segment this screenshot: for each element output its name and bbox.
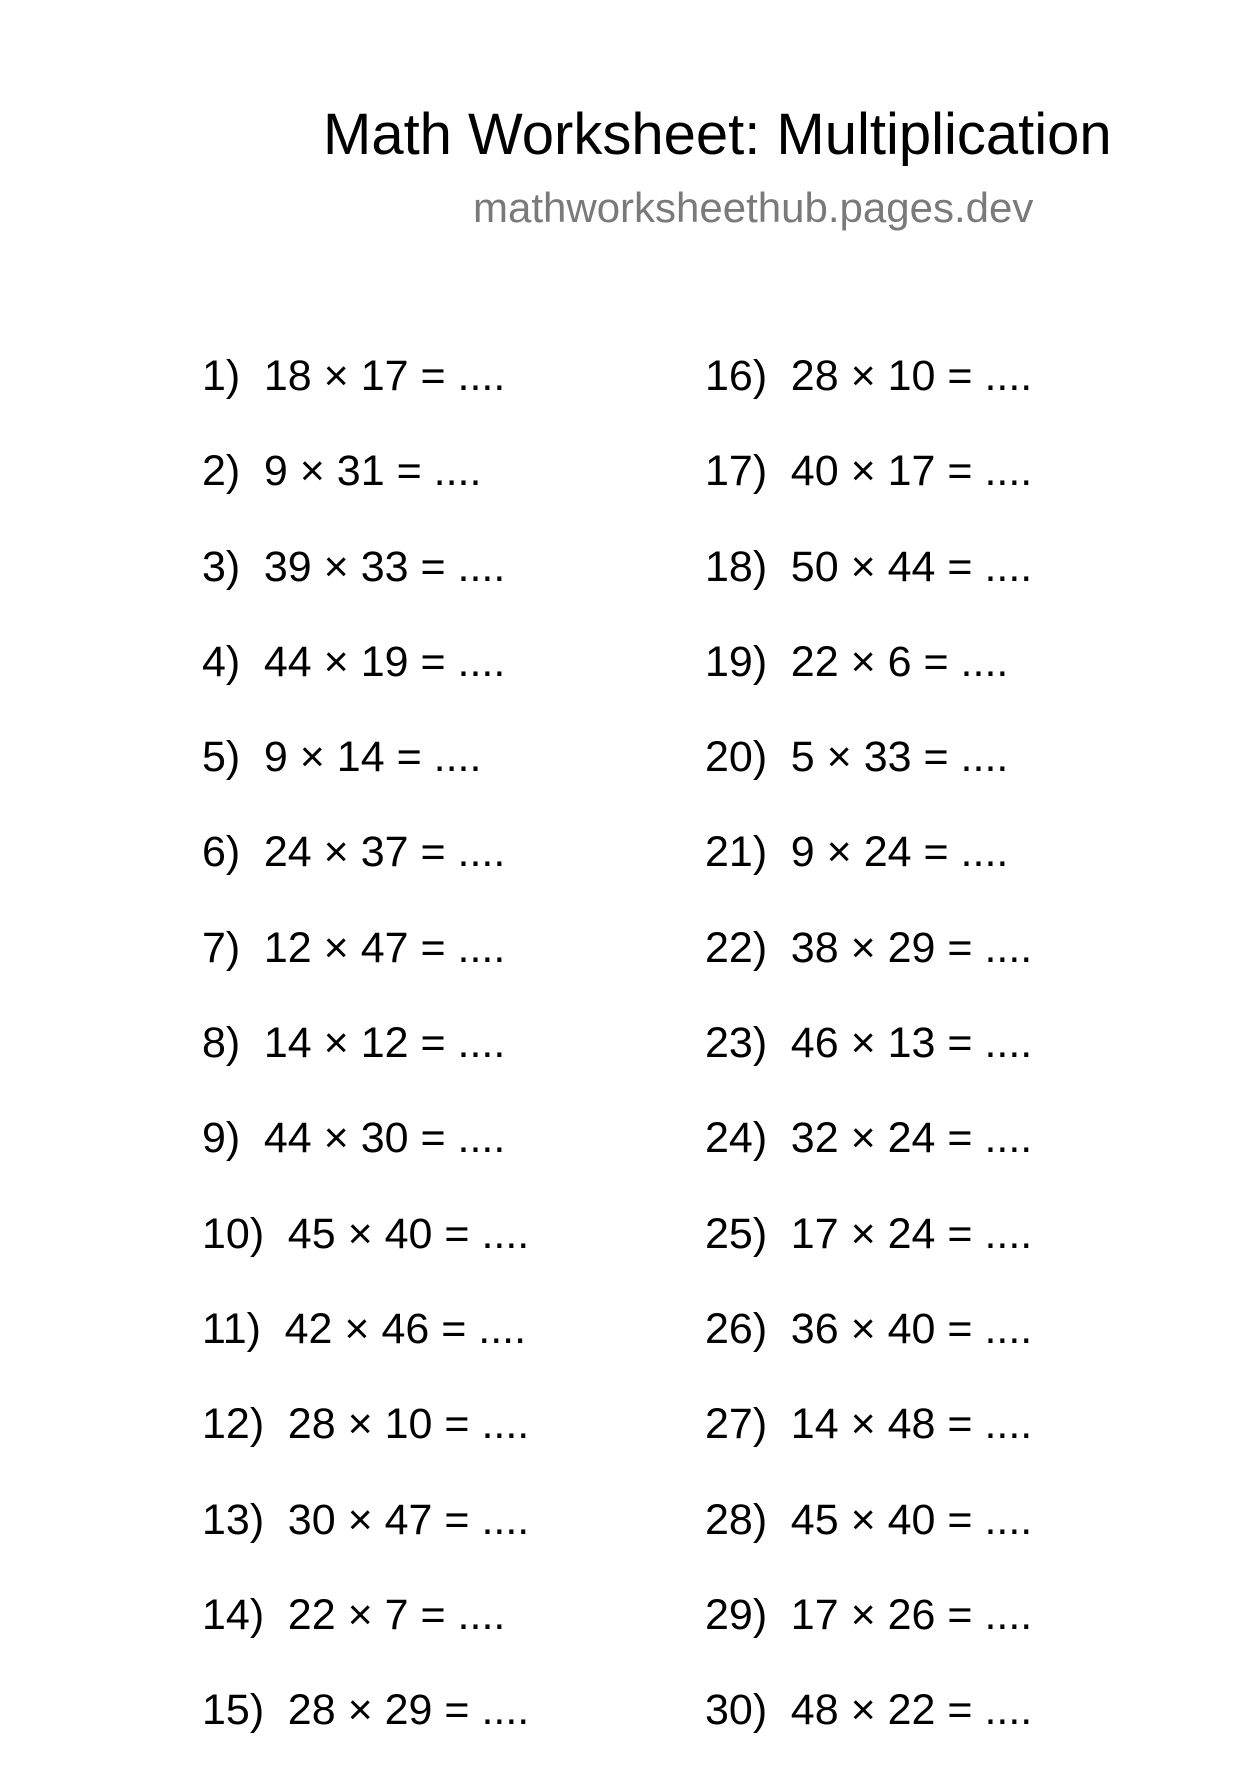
- problem-expression: 45 × 40 = ....: [790, 1495, 1033, 1544]
- problem-item: [202, 1303, 529, 1398]
- problem-number: 10): [202, 1209, 265, 1258]
- problem-number: 23): [705, 1019, 768, 1068]
- problem-expression: 14 × 48 = ....: [790, 1400, 1033, 1449]
- problem-item: [705, 1398, 1032, 1493]
- problem-number: 30): [705, 1686, 768, 1735]
- worksheet-source: mathworksheethub.pages.dev: [473, 184, 1034, 231]
- problem-expression: 42 × 46 = ....: [284, 1304, 527, 1353]
- problem-item: [705, 350, 1032, 445]
- problem-item: [705, 1208, 1032, 1303]
- problem-item: [705, 1494, 1032, 1589]
- problem-item: [202, 350, 529, 445]
- problem-number: 1): [202, 352, 241, 400]
- problem-item: [705, 541, 1032, 636]
- problem-expression: 36 × 40 = ....: [790, 1304, 1033, 1353]
- problem-expression: 24 × 37 = ....: [263, 828, 506, 877]
- worksheet-title: Math Worksheet: Multiplication: [323, 102, 1112, 167]
- problem-number: 3): [202, 542, 241, 591]
- problem-item: [202, 1494, 529, 1589]
- problem-item: [705, 1303, 1032, 1398]
- problem-item: [705, 826, 1032, 921]
- problem-item: [202, 1208, 529, 1303]
- problem-expression: 45 × 40 = ....: [287, 1209, 530, 1258]
- problem-expression: 5 × 33 = ....: [790, 733, 1009, 782]
- problem-number: 6): [202, 828, 241, 877]
- problem-number: 11): [202, 1304, 261, 1353]
- problem-item: [705, 1684, 1032, 1779]
- problem-expression: 18 × 17 = ....: [263, 352, 506, 400]
- worksheet-header: [0, 0, 1240, 260]
- problem-item: [705, 731, 1032, 826]
- problem-number: 16): [705, 352, 768, 400]
- problem-expression: 32 × 24 = ....: [790, 1114, 1033, 1163]
- problem-item: [202, 636, 529, 731]
- problem-number: 8): [202, 1019, 241, 1068]
- problem-number: 2): [202, 447, 241, 496]
- problem-expression: 39 × 33 = ....: [263, 542, 506, 591]
- problem-expression: 30 × 47 = ....: [287, 1495, 530, 1544]
- problem-item: [202, 445, 529, 540]
- problem-number: 24): [705, 1114, 768, 1163]
- problem-item: [202, 1398, 529, 1493]
- problem-item: [705, 1589, 1032, 1684]
- problem-expression: 50 × 44 = ....: [790, 542, 1033, 591]
- problem-number: 18): [705, 542, 768, 591]
- problem-number: 17): [705, 447, 768, 496]
- problem-number: 14): [202, 1590, 265, 1639]
- problem-expression: 28 × 10 = ....: [287, 1400, 530, 1449]
- problem-expression: 44 × 30 = ....: [263, 1114, 506, 1163]
- problem-expression: 48 × 22 = ....: [790, 1686, 1033, 1735]
- problem-expression: 9 × 31 = ....: [263, 447, 482, 496]
- problem-number: 26): [705, 1304, 768, 1353]
- problem-number: 13): [202, 1495, 265, 1544]
- problem-number: 5): [202, 733, 241, 782]
- problem-item: [202, 1684, 529, 1779]
- problem-expression: 38 × 29 = ....: [790, 923, 1033, 972]
- problem-expression: 28 × 29 = ....: [287, 1686, 530, 1735]
- problem-expression: 9 × 24 = ....: [790, 828, 1009, 877]
- problem-item: [202, 1589, 529, 1684]
- problem-item: [705, 1112, 1032, 1207]
- problem-number: 7): [202, 923, 241, 972]
- problem-number: 27): [705, 1400, 768, 1449]
- problem-expression: 12 × 47 = ....: [263, 923, 506, 972]
- problem-number: 20): [705, 733, 768, 782]
- problem-number: 15): [202, 1686, 265, 1735]
- problem-item: [202, 826, 529, 921]
- problem-item: [705, 1017, 1032, 1112]
- problem-expression: 28 × 10 = ....: [790, 352, 1033, 400]
- problem-number: 4): [202, 637, 241, 686]
- problem-item: [202, 1017, 529, 1112]
- problem-item: [202, 541, 529, 636]
- problem-expression: 22 × 7 = ....: [287, 1590, 506, 1639]
- problem-number: 22): [705, 923, 768, 972]
- problem-expression: 22 × 6 = ....: [790, 637, 1009, 686]
- problem-item: [202, 731, 529, 826]
- problem-column-right: [705, 350, 1032, 1779]
- problem-expression: 44 × 19 = ....: [263, 637, 506, 686]
- problem-item: [202, 922, 529, 1017]
- problem-number: 12): [202, 1400, 265, 1449]
- problem-expression: 9 × 14 = ....: [263, 733, 482, 782]
- problem-column-left: [202, 350, 529, 1779]
- problem-expression: 46 × 13 = ....: [790, 1019, 1033, 1068]
- problem-number: 9): [202, 1114, 241, 1163]
- problem-expression: 17 × 24 = ....: [790, 1209, 1033, 1258]
- problem-expression: 40 × 17 = ....: [790, 447, 1033, 496]
- problem-number: 19): [705, 637, 768, 686]
- problem-item: [705, 636, 1032, 731]
- problem-number: 28): [705, 1495, 768, 1544]
- problem-item: [202, 1112, 529, 1207]
- problem-number: 21): [705, 828, 768, 877]
- problem-expression: 17 × 26 = ....: [790, 1590, 1033, 1639]
- problem-expression: 14 × 12 = ....: [263, 1019, 506, 1068]
- problem-number: 29): [705, 1590, 768, 1639]
- problem-item: [705, 922, 1032, 1017]
- problem-item: [705, 445, 1032, 540]
- problem-number: 25): [705, 1209, 768, 1258]
